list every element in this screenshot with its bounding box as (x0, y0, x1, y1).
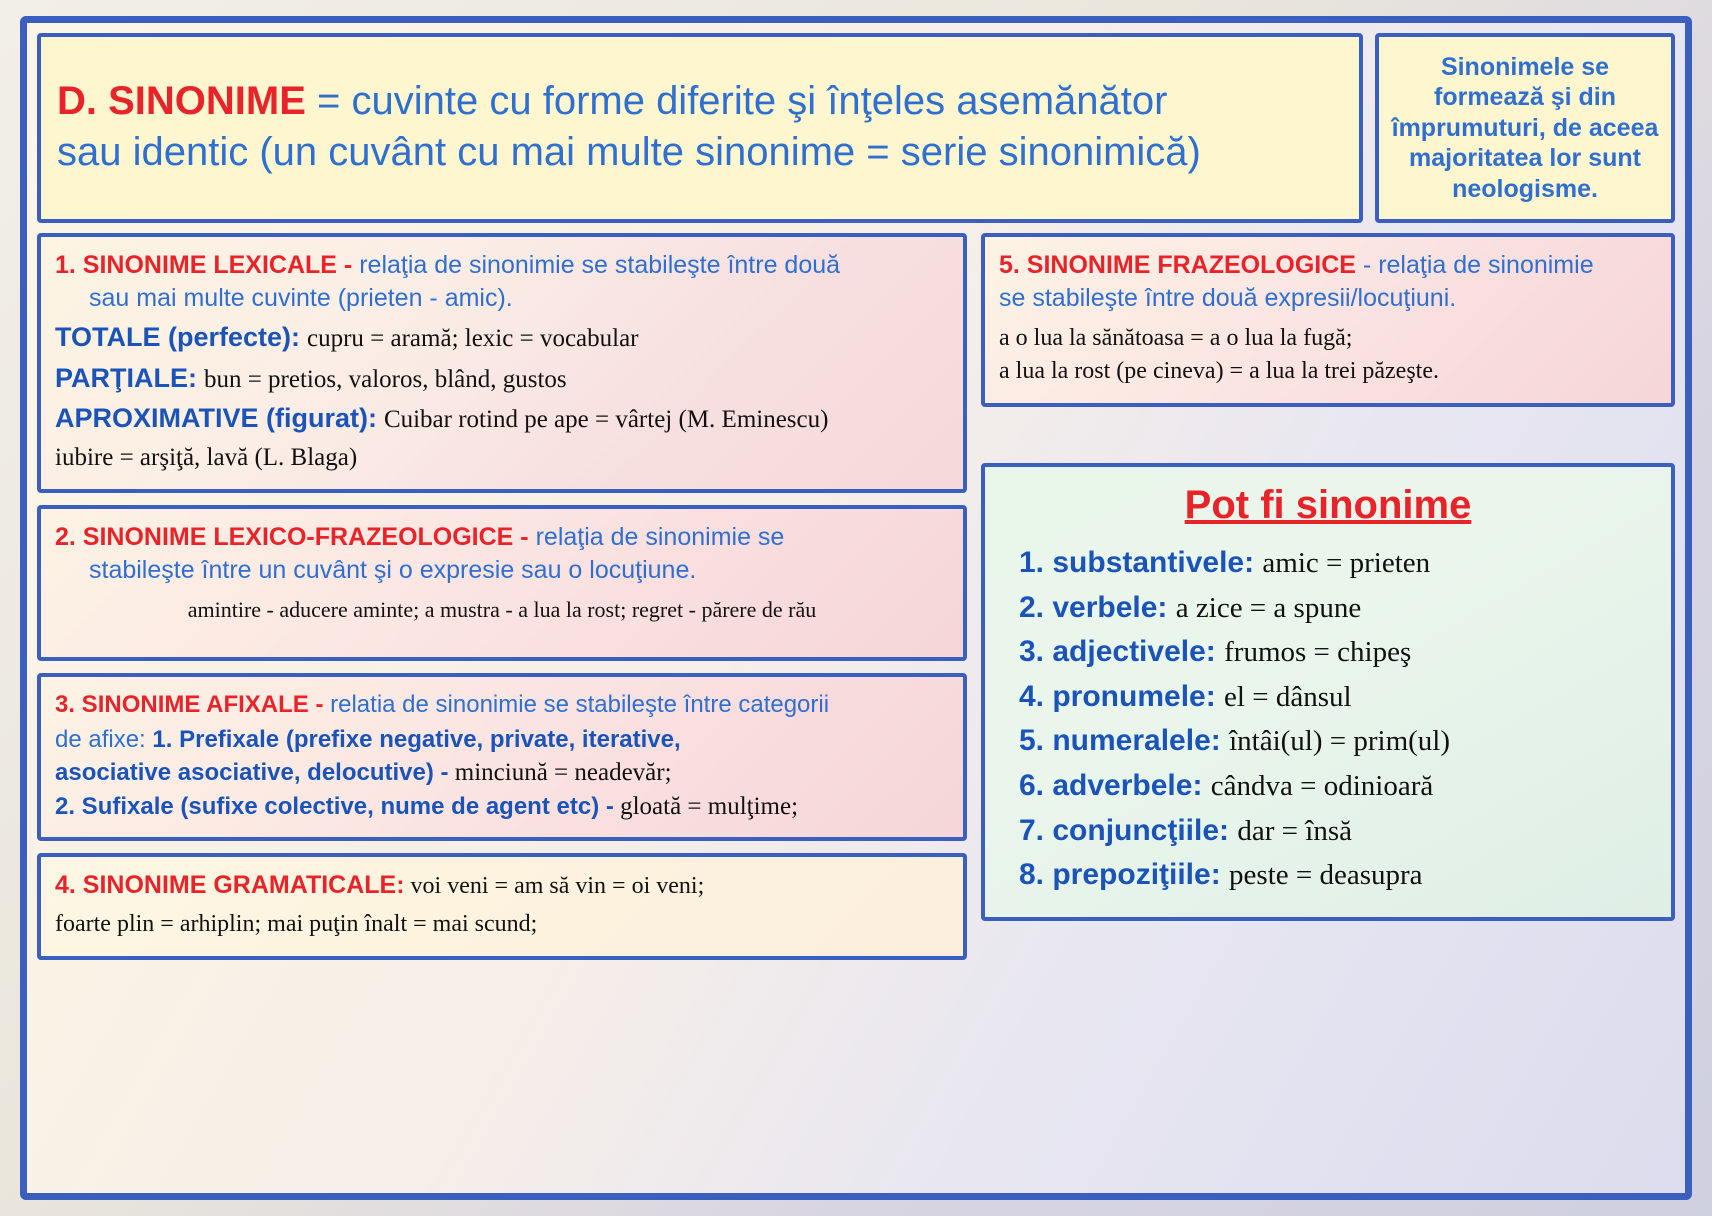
note-box (1375, 33, 1675, 223)
pot-item-conjunctiile (1001, 810, 1655, 853)
pot-item-verbele-label: 2. verbele: (1019, 590, 1168, 624)
card2-heading (55, 521, 949, 587)
right-column (981, 233, 1675, 972)
card2-example: amintire - aducere aminte; a mustra - a lua la rost; regret - părere de rău (187, 597, 817, 622)
card5-heading (999, 249, 1657, 315)
card5-heading-line2: se stabileşte între două expresii/locuţiuni. (999, 284, 1457, 312)
content-columns (37, 233, 1675, 972)
card1-row-totale (55, 318, 949, 357)
card2-heading-rest: relaţia de sinonimie se (528, 523, 785, 551)
page-title (57, 76, 1201, 178)
card1-last-line (55, 440, 949, 476)
note-text: Sinonimele se formează şi din împrumuturi, de aceea majoritatea lor sunt neologisme. (1391, 52, 1659, 203)
card3-line2-bold: 1. Prefixale (prefixe negative, private, iterative, (152, 725, 681, 753)
card-sinonime-lexicale (37, 233, 967, 493)
card-sinonime-afixale (37, 673, 967, 841)
card4-example1: voi veni = am să vin = oi veni; (404, 872, 705, 899)
pot-item-numeralele-label: 5. numeralele: (1019, 724, 1221, 758)
card2-heading-label: 2. SINONIME LEXICO-FRAZEOLOGICE - (55, 523, 529, 551)
card-sinonime-lexico-frazeologice (37, 505, 967, 661)
card-pot-fi-sinonime (981, 463, 1675, 921)
card1-row-totale-label: TOTALE (perfecte): (55, 322, 301, 352)
card3-line3-example: minciună = neadevăr; (448, 758, 672, 786)
title-term: D. SINONIME (57, 78, 306, 123)
pot-item-adverbele-label: 6. adverbele: (1019, 768, 1203, 802)
card3-line3 (55, 756, 949, 791)
pot-item-pronumele (1001, 676, 1655, 719)
card1-row-partiale-example: bun = pretios, valoros, blând, gustos (203, 365, 567, 393)
pot-item-numeralele-example: întâi(ul) = prim(ul) (1229, 725, 1451, 758)
pot-item-adverbele-example: cândva = odinioară (1210, 769, 1434, 802)
pot-item-substantivele (1001, 542, 1655, 585)
card3-line2-prefix: de afixe: (55, 725, 153, 753)
title-definition-line2: sau identic (un cuvânt cu mai multe sinonime = serie sinonimică) (57, 130, 1201, 174)
pot-item-adjectivele (1001, 631, 1655, 674)
pot-item-pronumele-example: el = dânsul (1224, 680, 1352, 713)
card5-example2: a lua la rost (pe cineva) = a lua la trei păzeşte. (999, 358, 1439, 384)
pot-item-prepozitiile (1001, 854, 1655, 897)
card3-line2 (55, 723, 949, 756)
pot-item-conjunctiile-label: 7. conjuncţiile: (1019, 813, 1230, 847)
card1-row-aproximative-example: Cuibar rotind pe ape = vârtej (M. Eminescu) (383, 406, 829, 433)
card4-example2: foarte plin = arhiplin; mai puţin înalt = mai scund; (55, 910, 538, 937)
pot-item-substantivele-example: amic = prieten (1262, 547, 1431, 579)
card3-line4 (55, 790, 949, 825)
pot-item-prepozitiile-label: 8. prepoziţiile: (1019, 858, 1221, 892)
card1-row-aproximative (55, 399, 949, 438)
card4-heading (55, 869, 949, 903)
left-column (37, 233, 967, 972)
card3-line4-bold: 2. Sufixale (sufixe colective, nume de agent etc) - (55, 793, 614, 821)
card1-row-totale-example: cupru = aramă; lexic = vocabular (306, 325, 639, 352)
card2-heading-line2: stabileşte între un cuvânt şi o expresie sau o locuţiune. (89, 556, 697, 584)
card1-heading-rest: relaţia de sinonimie se stabileşte între două (352, 251, 841, 279)
card5-heading-label: 5. SINONIME FRAZEOLOGICE (999, 251, 1356, 279)
pot-item-verbele (1001, 587, 1655, 630)
pot-fi-sinonime-title: Pot fi sinonime (1184, 483, 1472, 527)
card1-last-line-text: iubire = arşiţă, lavă (L. Blaga) (55, 443, 358, 471)
pot-item-adverbele (1001, 765, 1655, 808)
pot-item-verbele-example: a zice = a spune (1175, 591, 1362, 624)
card1-row-partiale-label: PARŢIALE: (55, 362, 197, 393)
card3-heading (55, 689, 949, 721)
card1-heading (55, 249, 949, 314)
pot-item-pronumele-label: 4. pronumele: (1019, 679, 1216, 713)
card-sinonime-gramaticale (37, 853, 967, 961)
card1-row-aproximative-label: APROXIMATIVE (figurat): (55, 403, 377, 433)
card1-row-partiale (55, 359, 949, 398)
top-row (37, 33, 1675, 223)
card1-heading-line2: sau mai multe cuvinte (prieten - amic). (89, 283, 513, 312)
card3-heading-label: 3. SINONIME AFIXALE - (55, 691, 324, 718)
card4-heading-label: 4. SINONIME GRAMATICALE: (55, 870, 405, 899)
card3-line4-example: gloată = mulţime; (613, 793, 799, 821)
card3-heading-rest: relatia de sinonimie se stabileşte între categorii (323, 691, 830, 718)
card5-example1: a o lua la sănătoasa = a o lua la fugă; (999, 325, 1353, 351)
poster-root (20, 16, 1692, 1200)
pot-item-adjectivele-label: 3. adjectivele: (1019, 635, 1216, 669)
pot-item-prepozitiile-example: peste = deasupra (1229, 859, 1423, 892)
card4-line2 (55, 907, 949, 941)
pot-item-substantivele-label: 1. substantivele: (1019, 546, 1255, 579)
card-sinonime-frazeologice (981, 233, 1675, 407)
pot-item-conjunctiile-example: dar = însă (1237, 814, 1352, 847)
card5-heading-rest: - relaţia de sinonimie (1355, 251, 1594, 279)
title-definition: = cuvinte cu forme diferite şi înţeles asemănător (305, 78, 1168, 123)
pot-item-adjectivele-example: frumos = chipeş (1224, 636, 1412, 669)
card1-heading-label: 1. SINONIME LEXICALE - (55, 251, 353, 279)
pot-item-numeralele (1001, 720, 1655, 763)
title-box (37, 33, 1363, 223)
card3-line3-bold: asociative asociative, delocutive) - (55, 758, 449, 786)
